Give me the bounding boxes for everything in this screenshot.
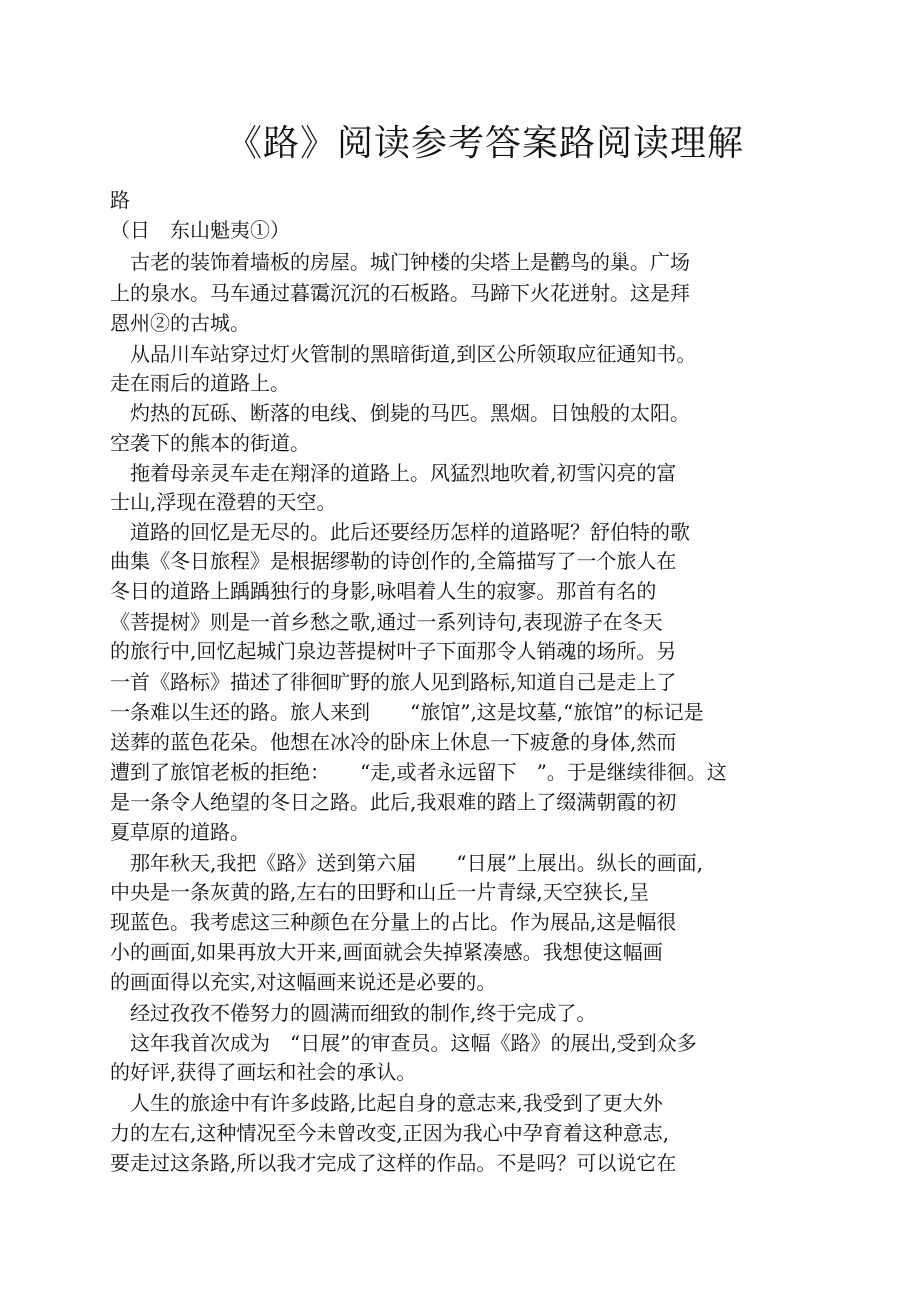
body-line: 路: [110, 188, 130, 212]
body-line: 空袭下的熊本的街道。: [110, 431, 310, 455]
body-line: 的画面得以充实,对这幅画来说还是必要的。: [110, 970, 497, 994]
body-line: 现蓝色。我考虑这三种颜色在分量上的占比。作为展品,这是幅很: [110, 910, 677, 934]
body-line: 中央是一条灰黄的路,左右的田野和山丘一片青绿,天空狭长,呈: [110, 880, 650, 904]
body-line: 恩州②的古城。: [110, 311, 250, 335]
body-line: 一条难以生还的路。旅人来到 “旅馆”,这是坟墓,“旅馆”的标记是: [110, 700, 704, 724]
body-line: 的旅行中,回忆起城门泉边菩提树叶子下面那令人销魂的场所。另: [110, 639, 677, 663]
body-line: 夏草原的道路。: [110, 820, 250, 844]
body-line: 是一条令人绝望的冬日之路。此后,我艰难的踏上了缀满朝霞的初: [110, 790, 677, 814]
body-line: 灼热的瓦砾、断落的电线、倒毙的马匹。黑烟。日蚀般的太阳。: [110, 401, 690, 425]
document-title: 《路》阅读参考答案路阅读理解: [225, 123, 744, 164]
body-line: 力的左右,这种情况至今未曾改变,正因为我心中孕育着这种意志,: [110, 1121, 670, 1145]
body-line: 《菩提树》则是一首乡愁之歌,通过一系列诗句,表现游子在冬天: [110, 610, 663, 634]
body-line: 上的泉水。马车通过暮霭沉沉的石板路。马蹄下火花迸射。这是拜: [110, 281, 690, 305]
body-line: 曲集《冬日旅程》是根据缪勒的诗创作的,全篇描写了一个旅人在: [110, 549, 677, 573]
body-line: 的好评,获得了画坛和社会的承认。: [110, 1060, 417, 1084]
body-line: 那年秋天,我把《路》送到第六届 “日展”上展出。纵长的画面,: [110, 851, 704, 875]
body-line: 经过孜孜不倦努力的圆满而细致的制作,终于完成了。: [110, 1001, 597, 1025]
body-line: 一首《路标》描述了徘徊旷野的旅人见到路标,知道自己是走上了: [110, 670, 677, 694]
body-line: 冬日的道路上踽踽独行的身影,咏唱着人生的寂寥。那首有名的: [110, 579, 657, 603]
body-line: 士山,浮现在澄碧的天空。: [110, 490, 337, 514]
body-line: 遭到了旅馆老板的拒绝： “走,或者永远留下 ”。于是继续徘徊。这: [110, 760, 727, 784]
body-line: 走在雨后的道路上。: [110, 371, 290, 395]
body-line: 从品川车站穿过灯火管制的黑暗街道,到区公所领取应征通知书。: [110, 342, 697, 366]
body-line: 拖着母亲灵车走在翔泽的道路上。风猛烈地吹着,初雪闪亮的富: [110, 461, 677, 485]
body-line: 人生的旅途中有许多歧路,比起自身的意志来,我受到了更大外: [110, 1091, 663, 1115]
body-line: 这年我首次成为 “日展”的审查员。这幅《路》的展出,受到众多: [110, 1031, 697, 1055]
body-line: （日 东山魁夷①）: [110, 218, 290, 242]
body-line: 小的画面,如果再放大开来,画面就会失掉紧凑感。我想使这幅画: [110, 940, 663, 964]
body-line: 送葬的蓝色花朵。他想在冰冷的卧床上休息一下疲惫的身体,然而: [110, 730, 677, 754]
body-line: 道路的回忆是无尽的。此后还要经历怎样的道路呢？舒伯特的歌: [110, 520, 690, 544]
body-line: 要走过这条路,所以我才完成了这样的作品。不是吗？可以说它在: [110, 1151, 677, 1175]
body-line: 古老的装饰着墙板的房屋。城门钟楼的尖塔上是鹳鸟的巢。广场: [110, 250, 690, 274]
